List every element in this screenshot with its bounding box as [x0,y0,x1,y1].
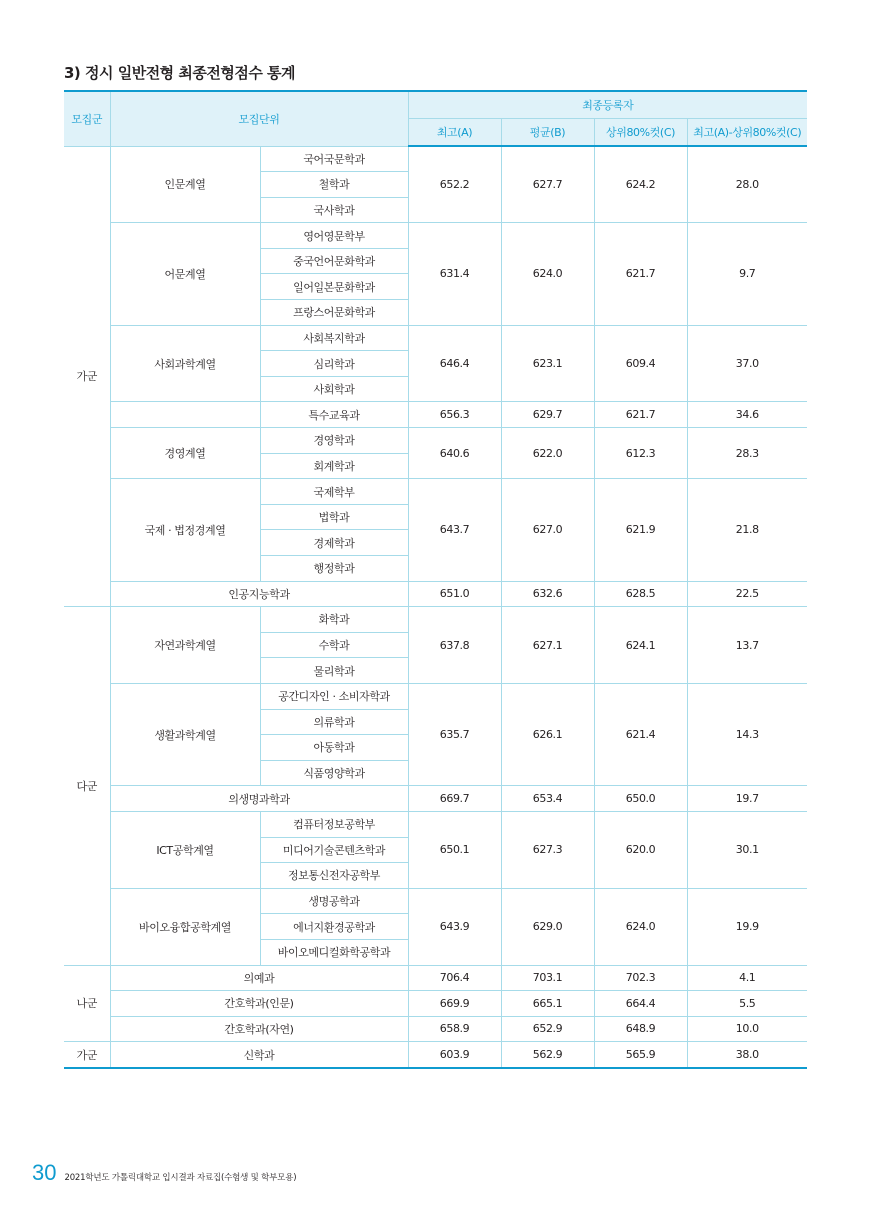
header-avg: 평균(B) [501,119,594,147]
series-cell: 생활과학계열 [110,683,260,785]
value-diff: 10.0 [687,1016,807,1042]
value-avg: 632.6 [501,581,594,607]
dept-cell: 경제학과 [260,530,408,556]
group-cell: 나군 [64,965,110,1042]
series-cell: 사회과학계열 [110,325,260,402]
value-diff: 38.0 [687,1042,807,1068]
unit-cell: 의예과 [110,965,408,991]
table-row [64,402,807,428]
series-cell: ICT공학계열 [110,811,260,888]
value-avg: 627.3 [501,811,594,888]
page-number: 30 [32,1160,57,1185]
value-avg: 626.1 [501,683,594,785]
value-max: 656.3 [408,402,501,428]
value-diff: 9.7 [687,223,807,325]
series-cell: 경영계열 [110,428,260,479]
value-p80: 624.0 [594,888,687,965]
table-row [64,1042,807,1068]
value-avg: 622.0 [501,428,594,479]
unit-cell: 간호학과(인문) [110,991,408,1017]
value-avg: 665.1 [501,991,594,1017]
value-diff: 28.3 [687,428,807,479]
table-row [64,965,807,991]
value-avg: 652.9 [501,1016,594,1042]
value-diff: 28.0 [687,146,807,223]
value-max: 669.7 [408,786,501,812]
value-diff: 34.6 [687,402,807,428]
value-avg: 623.1 [501,325,594,402]
unit-cell: 신학과 [110,1042,408,1068]
dept-cell: 식품영양학과 [260,760,408,786]
series-cell [110,402,260,428]
page-footer [32,1160,296,1186]
series-cell: 인문계열 [110,146,260,223]
score-statistics-table [64,90,807,1069]
value-avg: 627.0 [501,479,594,581]
header-max: 최고(A) [408,119,501,147]
value-max: 637.8 [408,607,501,684]
dept-cell: 일어일본문화학과 [260,274,408,300]
value-diff: 19.9 [687,888,807,965]
series-cell: 국제 · 법정경계열 [110,479,260,581]
value-p80: 609.4 [594,325,687,402]
value-p80: 664.4 [594,991,687,1017]
value-p80: 620.0 [594,811,687,888]
value-diff: 5.5 [687,991,807,1017]
value-p80: 702.3 [594,965,687,991]
value-p80: 621.7 [594,223,687,325]
dept-cell: 법학과 [260,504,408,530]
value-p80: 624.1 [594,607,687,684]
series-cell: 바이오융합공학계열 [110,888,260,965]
value-max: 650.1 [408,811,501,888]
value-avg: 629.0 [501,888,594,965]
dept-cell: 사회학과 [260,376,408,402]
value-diff: 37.0 [687,325,807,402]
value-diff: 21.8 [687,479,807,581]
value-max: 658.9 [408,1016,501,1042]
value-p80: 621.9 [594,479,687,581]
value-diff: 30.1 [687,811,807,888]
dept-cell: 영어영문학부 [260,223,408,249]
table-row [64,146,807,172]
page-title: 3) 정시 일반전형 최종전형점수 통계 [64,64,296,82]
value-diff: 22.5 [687,581,807,607]
value-diff: 4.1 [687,965,807,991]
unit-cell: 의생명과학과 [110,786,408,812]
table-row [64,223,807,249]
table-row [64,325,807,351]
value-p80: 650.0 [594,786,687,812]
table-body [64,146,807,1068]
value-p80: 612.3 [594,428,687,479]
series-cell: 자연과학계열 [110,607,260,684]
dept-cell: 컴퓨터정보공학부 [260,811,408,837]
value-diff: 19.7 [687,786,807,812]
dept-cell: 국제학부 [260,479,408,505]
value-p80: 628.5 [594,581,687,607]
value-max: 651.0 [408,581,501,607]
value-diff: 14.3 [687,683,807,785]
value-avg: 629.7 [501,402,594,428]
dept-cell: 생명공학과 [260,888,408,914]
value-max: 631.4 [408,223,501,325]
value-p80: 621.4 [594,683,687,785]
value-avg: 562.9 [501,1042,594,1068]
value-max: 646.4 [408,325,501,402]
dept-cell: 경영학과 [260,428,408,454]
table-row [64,581,807,607]
table-row [64,991,807,1017]
value-diff: 13.7 [687,607,807,684]
group-cell: 가군 [64,1042,110,1068]
dept-cell: 물리학과 [260,658,408,684]
table-row [64,683,807,709]
dept-cell: 수학과 [260,632,408,658]
dept-cell: 철학과 [260,172,408,198]
header-diff: 최고(A)-상위80%컷(C) [687,119,807,147]
footer-text: 2021학년도 가톨릭대학교 입시결과 자료집(수험생 및 학부모용) [64,1173,297,1183]
value-max: 635.7 [408,683,501,785]
header-p80: 상위80%컷(C) [594,119,687,147]
dept-cell: 국어국문학과 [260,146,408,172]
value-avg: 703.1 [501,965,594,991]
header-final-registrants: 최종등록자 [408,91,807,119]
dept-cell: 중국언어문화학과 [260,248,408,274]
dept-cell: 행정학과 [260,556,408,582]
dept-cell: 국사학과 [260,197,408,223]
value-p80: 621.7 [594,402,687,428]
dept-cell: 미디어기술콘텐츠학과 [260,837,408,863]
group-cell: 다군 [64,607,110,965]
dept-cell: 회계학과 [260,453,408,479]
value-max: 706.4 [408,965,501,991]
table-row [64,479,807,505]
table-row [64,811,807,837]
series-cell: 어문계열 [110,223,260,325]
dept-cell: 정보통신전자공학부 [260,863,408,889]
dept-cell: 바이오메디컬화학공학과 [260,939,408,965]
dept-cell: 공간디자인 · 소비자학과 [260,683,408,709]
value-avg: 624.0 [501,223,594,325]
value-avg: 627.1 [501,607,594,684]
table-row [64,786,807,812]
header-unit: 모집단위 [110,91,408,146]
table-row [64,888,807,914]
dept-cell: 특수교육과 [260,402,408,428]
unit-cell: 인공지능학과 [110,581,408,607]
value-max: 652.2 [408,146,501,223]
dept-cell: 화학과 [260,607,408,633]
dept-cell: 프랑스어문화학과 [260,300,408,326]
value-p80: 624.2 [594,146,687,223]
value-avg: 653.4 [501,786,594,812]
unit-cell: 간호학과(자연) [110,1016,408,1042]
dept-cell: 심리학과 [260,351,408,377]
header-group: 모집군 [64,91,110,146]
dept-cell: 에너지환경공학과 [260,914,408,940]
value-avg: 627.7 [501,146,594,223]
group-cell: 가군 [64,146,110,607]
dept-cell: 의류학과 [260,709,408,735]
table-row [64,428,807,454]
value-p80: 648.9 [594,1016,687,1042]
value-max: 643.9 [408,888,501,965]
value-max: 640.6 [408,428,501,479]
dept-cell: 사회복지학과 [260,325,408,351]
value-p80: 565.9 [594,1042,687,1068]
value-max: 643.7 [408,479,501,581]
value-max: 603.9 [408,1042,501,1068]
dept-cell: 아동학과 [260,735,408,761]
value-max: 669.9 [408,991,501,1017]
table-row [64,607,807,633]
table-row [64,1016,807,1042]
